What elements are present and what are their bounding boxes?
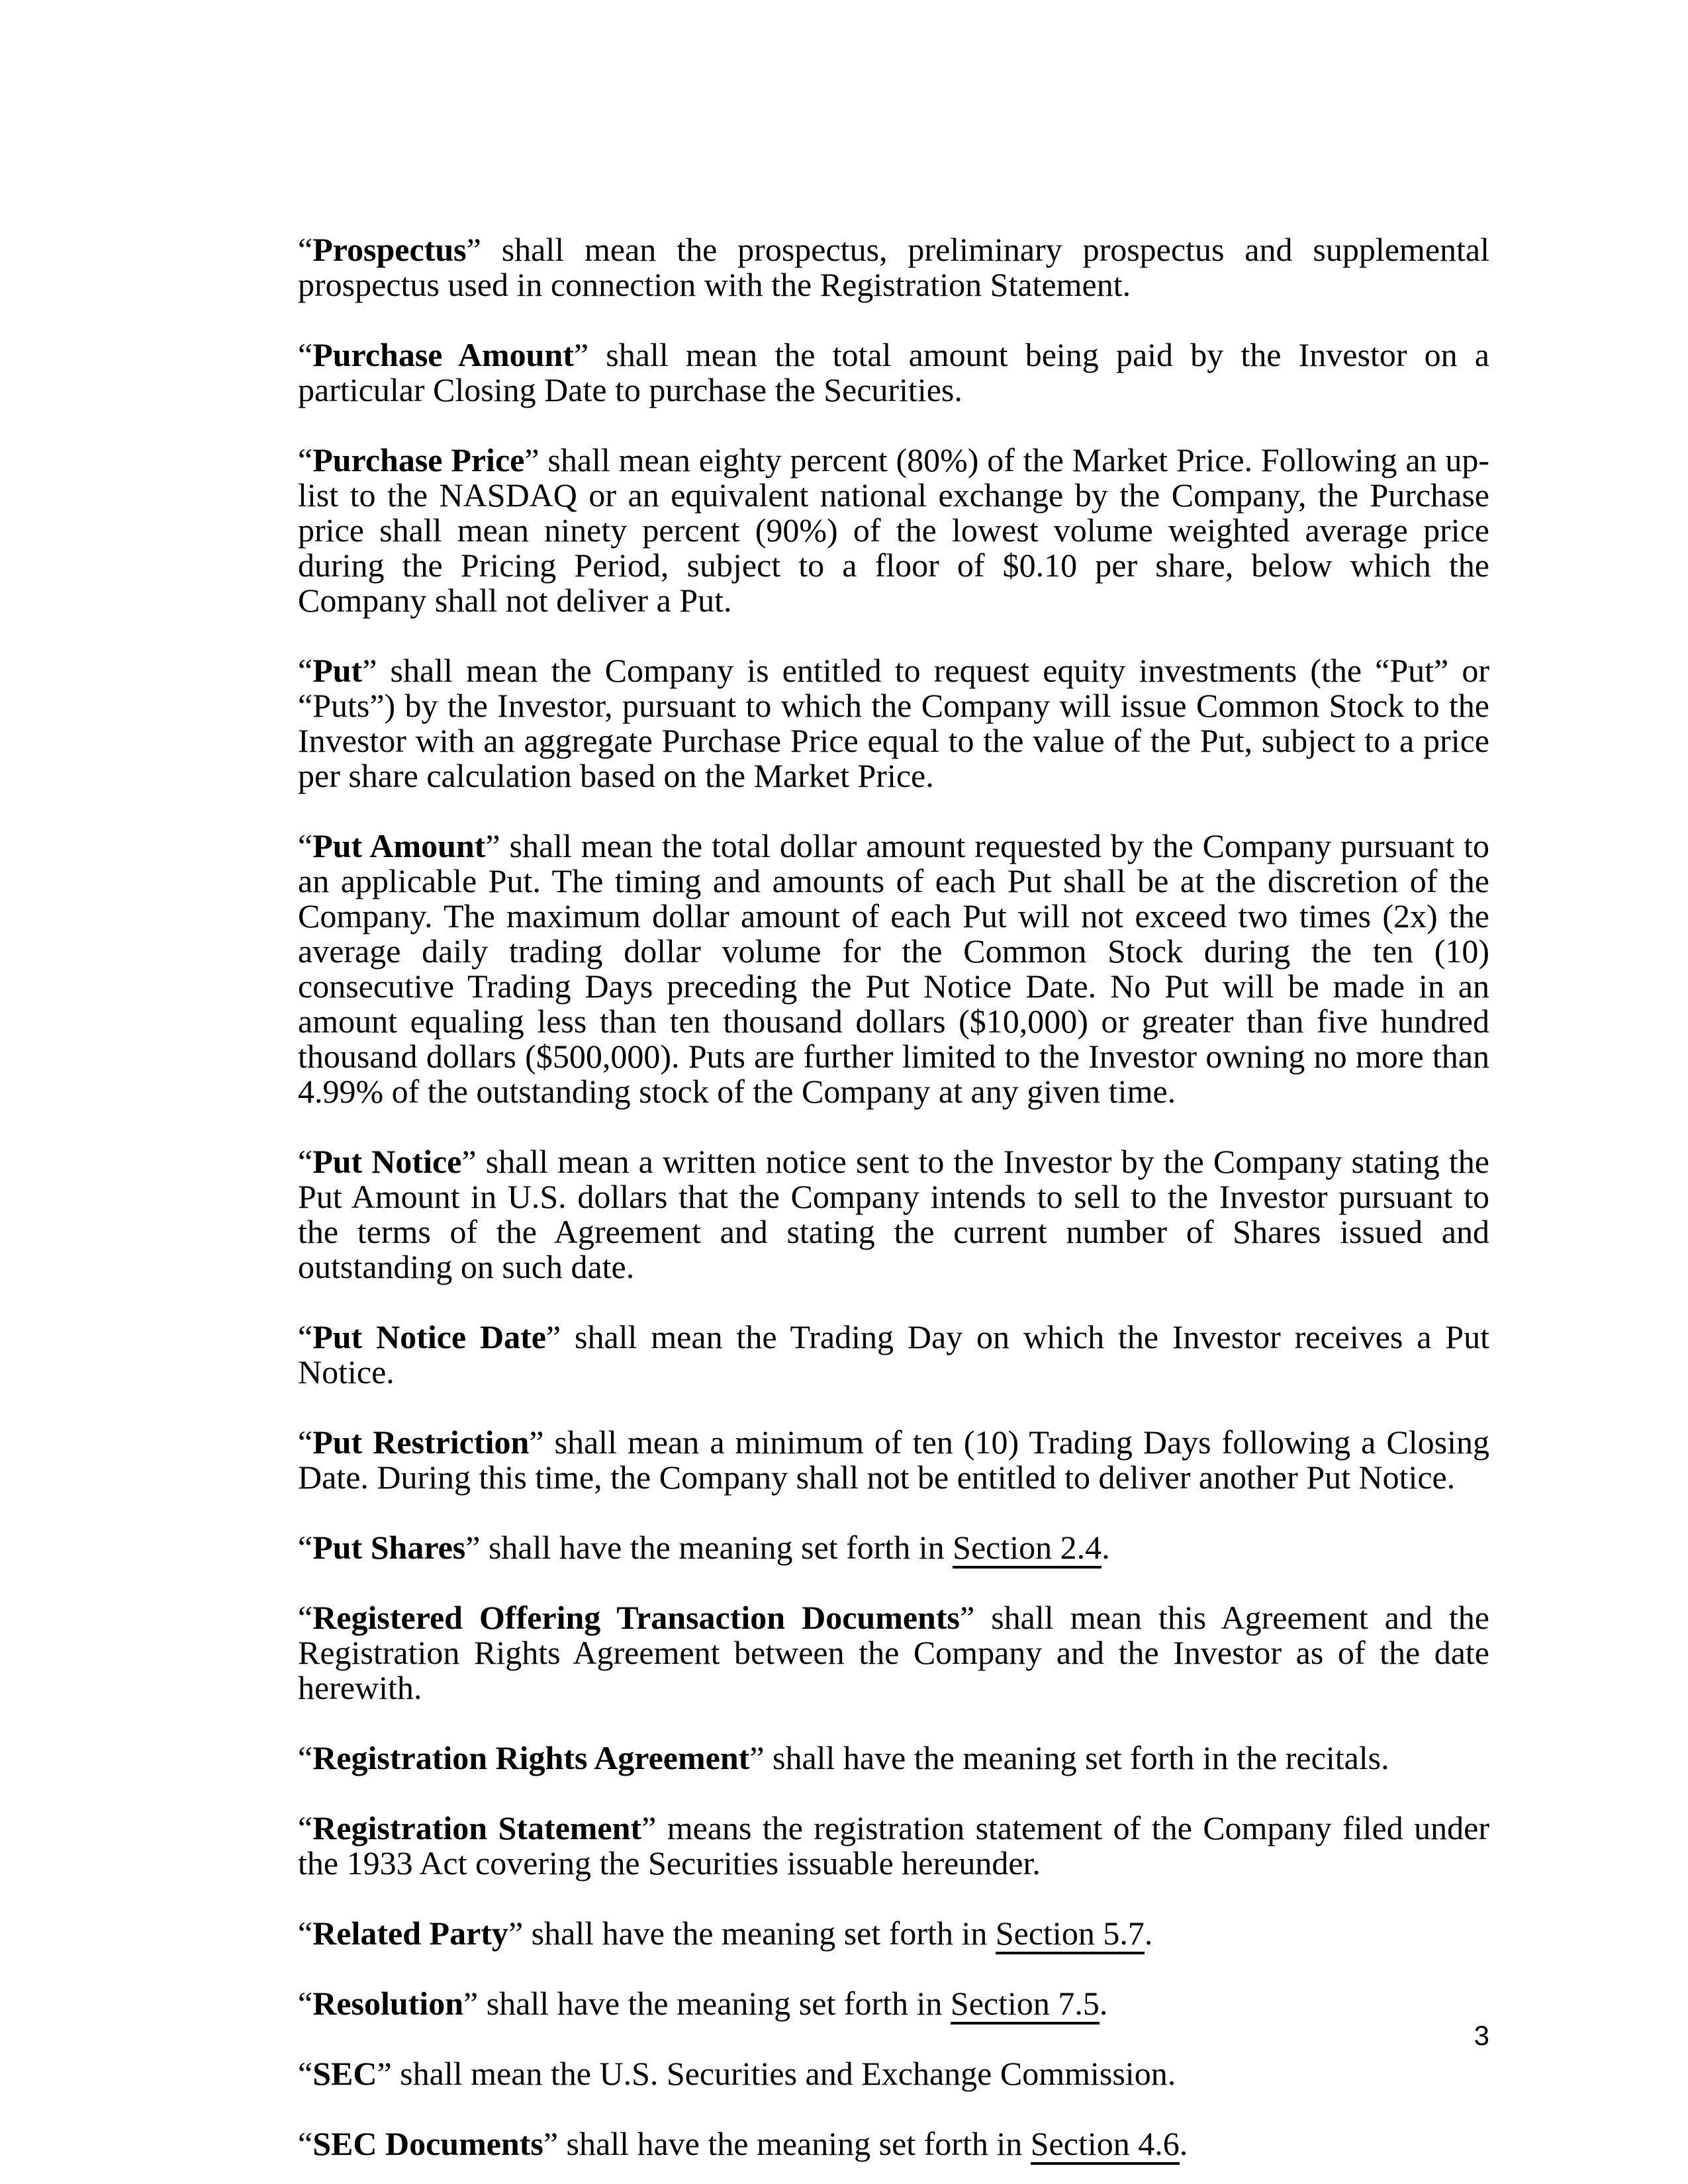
defined-term: Put Notice Date [312,1318,546,1355]
definition-body: shall mean the Trading Day on which the Investor receives a Put Notice. [298,1318,1489,1390]
definition-body: shall mean the prospectus, preliminary prospectus and supplemental prospectus used in connection with the Registration Statement. [298,231,1489,303]
defined-term: Prospectus [312,231,467,268]
definition-registration-statement [298,1811,1489,1881]
definition-body: means the registration statement of the Company filed under the 1933 Act covering the Securities issuable hereunder. [298,1809,1489,1882]
definition-put-notice [298,1144,1489,1285]
open-quote: “ [298,231,313,268]
defined-term: Registration Rights Agreement [312,1739,750,1776]
close-quote: ” [508,1915,524,1952]
definition-body: shall mean the Company is entitled to request equity investments (the “Put” or “Puts”) by the Investor, pursuant to which the Company will issue Common Stock to the Investor with an aggregate Purchase Price equal to the value of the Put, subject to a price per share calculation based on the Market Price. [298,652,1489,794]
definition-resolution [298,1986,1489,2021]
defined-term: Put [312,652,363,689]
close-quote: ” [362,652,377,689]
definition-purchase-price [298,443,1489,618]
definition-body: shall have the meaning set forth in [523,1915,996,1952]
open-quote: “ [298,2125,313,2162]
definition-body: shall have the meaning set forth in [480,1529,953,1566]
open-quote: “ [298,1143,313,1180]
close-quote: ” [545,1318,561,1355]
close-quote: ” [641,1809,657,1846]
open-quote: “ [298,827,313,864]
section-reference: Section 7.5 [951,1985,1100,2025]
definition-body: shall mean the total amount being paid by the Investor on a particular Closing Date to purchase the Securities. [298,336,1489,408]
definition-put-notice-date [298,1320,1489,1390]
close-quote: ” [573,336,589,373]
open-quote: “ [298,1599,313,1636]
sentence-period: . [1144,1915,1153,1952]
definition-put [298,653,1489,794]
close-quote: ” [463,1985,479,2022]
defined-term: Put Shares [312,1529,466,1566]
defined-term: Resolution [312,1985,464,2022]
definition-put-restriction [298,1425,1489,1495]
definition-body: shall have the meaning set forth in [558,2125,1031,2162]
sentence-period: . [1179,2125,1188,2162]
definitions-text-block [298,232,1489,2184]
definition-body: shall have the meaning set forth in [478,1985,951,2022]
definition-related-party [298,1916,1489,1951]
close-quote: ” [465,1529,481,1566]
defined-term: Put Restriction [312,1424,530,1461]
defined-term: Registration Statement [312,1809,642,1846]
definition-put-shares [298,1530,1489,1565]
definition-body: shall mean a written notice sent to the Investor by the Company stating the Put Amount in U.S. dollars that the Company intends to sell to the Investor pursuant to the terms of the Agreement and stating the current number of Shares issued and outstanding on such date. [298,1143,1489,1285]
open-quote: “ [298,1424,313,1461]
open-quote: “ [298,1809,313,1846]
defined-term: SEC Documents [312,2125,543,2162]
defined-term: Put Notice [312,1143,462,1180]
page-number: 3 [1474,2020,1489,2051]
close-quote: ” [461,1143,477,1180]
definition-sec-documents [298,2126,1489,2161]
close-quote: ” [529,1424,544,1461]
definition-registered-offering-transaction-documents [298,1600,1489,1706]
close-quote: ” [749,1739,765,1776]
definition-body: shall mean a minimum of ten (10) Trading Days following a Closing Date. During this time, the Company shall not be entitled to deliver another Put Notice. [298,1424,1489,1496]
defined-term: SEC [312,2055,377,2092]
close-quote: ” [466,231,481,268]
defined-term: Put Amount [312,827,486,864]
open-quote: “ [298,652,313,689]
open-quote: “ [298,1739,313,1776]
defined-term: Registered Offering Transaction Documents [312,1599,960,1636]
definition-put-amount [298,829,1489,1109]
open-quote: “ [298,1915,313,1952]
open-quote: “ [298,1529,313,1566]
defined-term: Related Party [312,1915,508,1952]
section-reference: Section 5.7 [996,1915,1145,1954]
definition-sec [298,2056,1489,2091]
close-quote: ” [543,2125,559,2162]
section-reference: Section 4.6 [1031,2125,1180,2165]
sentence-period: . [1099,1985,1108,2022]
close-quote: ” [485,827,500,864]
open-quote: “ [298,2055,313,2092]
open-quote: “ [298,441,313,478]
close-quote: ” [959,1599,975,1636]
definition-body: shall mean eighty percent (80%) of the Market Price. Following an up-list to the NASDAQ or an equivalent national exchange by the Company, the Purchase price shall mean ninety percent (90%) of the lowest volume weighted average price during the Pricing Period, subject to a floor of $0.10 per share, below which the Company shall not deliver a Put. [298,441,1489,619]
open-quote: “ [298,1985,313,2022]
close-quote: ” [524,441,539,478]
open-quote: “ [298,336,313,373]
defined-term: Purchase Amount [312,336,574,373]
definition-body: shall have the meaning set forth in the recitals. [764,1739,1389,1776]
close-quote: ” [377,2055,392,2092]
open-quote: “ [298,1318,313,1355]
definition-purchase-amount [298,338,1489,408]
definition-body: shall mean the U.S. Securities and Exchange Commission. [391,2055,1176,2092]
definition-body: shall mean this Agreement and the Registration Rights Agreement between the Company and the Investor as of the date herewith. [298,1599,1489,1706]
defined-term: Purchase Price [312,441,525,478]
sentence-period: . [1102,1529,1110,1566]
definition-registration-rights-agreement [298,1741,1489,1776]
section-reference: Section 2.4 [953,1529,1102,1569]
definition-prospectus [298,232,1489,302]
definition-body: shall mean the total dollar amount requested by the Company pursuant to an applicable Put. The timing and amounts of each Put shall be at the discretion of the Company. The maximum dollar amount of each Put will not exceed two times (2x) the average daily trading dollar volume for the Common Stock during the ten (10) consecutive Trading Days preceding the Put Notice Date. No Put will be made in an amount equaling less than ten thousand dollars ($10,000) or greater than five hundred thousand dollars ($500,000). Puts are further limited to the Investor owning no more than 4.99% of the outstanding stock of the Company at any given time. [298,827,1489,1110]
